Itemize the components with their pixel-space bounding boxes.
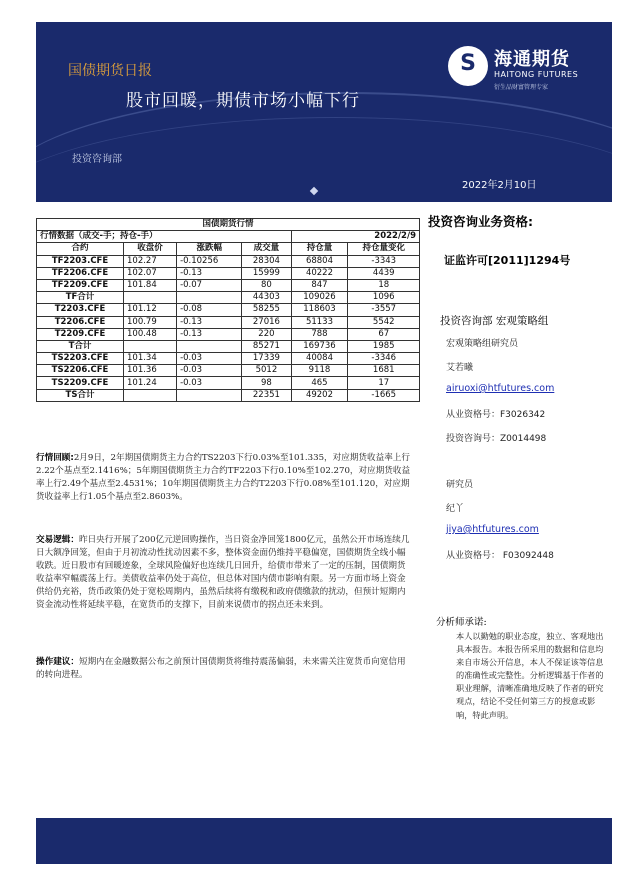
- table-cell: [177, 292, 242, 304]
- column-header: 涨跌幅: [177, 243, 242, 255]
- contract-cell: TS2206.CFE: [37, 365, 124, 377]
- table-row: [37, 340, 420, 352]
- table-row: [37, 377, 420, 389]
- report-category: 国债期货日报: [68, 63, 152, 79]
- table-cell: 28304: [242, 255, 291, 267]
- table-header-row: [37, 243, 420, 255]
- table-row: [37, 365, 420, 377]
- researcher-name: 纪丫: [446, 504, 465, 514]
- company-logo: [448, 42, 608, 98]
- table-cell: 101.84: [124, 279, 177, 291]
- table-cell: -0.03: [177, 353, 242, 365]
- table-cell: 109026: [291, 292, 348, 304]
- table-cell: 101.36: [124, 365, 177, 377]
- table-cell: -0.07: [177, 279, 242, 291]
- table-cell: 847: [291, 279, 348, 291]
- trading-advice-label: 操作建议：: [36, 657, 79, 667]
- analyst-group-role: 宏观策略组研究员: [446, 339, 519, 349]
- table-cell: [177, 340, 242, 352]
- table-cell: 80: [242, 279, 291, 291]
- table-cell: [124, 340, 177, 352]
- trading-advice-paragraph: [36, 656, 412, 682]
- table-cell: 101.12: [124, 304, 177, 316]
- table-cell: 27016: [242, 316, 291, 328]
- table-cell: -0.13: [177, 316, 242, 328]
- analyst-consult-number: 投资咨询号：Z0014498: [446, 434, 547, 444]
- report-department: 投资咨询部: [72, 154, 122, 165]
- table-cell: -0.13: [177, 328, 242, 340]
- researcher-certificate: 从业资格号： F03092448: [446, 551, 554, 561]
- table-row: [37, 389, 420, 401]
- contract-cell: TS2203.CFE: [37, 353, 124, 365]
- market-review-label: 行情回顾:: [36, 453, 74, 463]
- table-row: [37, 304, 420, 316]
- table-cell: 465: [291, 377, 348, 389]
- table-cell: 102.27: [124, 255, 177, 267]
- contract-cell: TS合计: [37, 389, 124, 401]
- trading-logic-label: 交易逻辑：: [36, 535, 79, 545]
- table-row: [37, 316, 420, 328]
- trading-logic-text: 昨日央行开展了200亿元逆回购操作，当日资金净回笼1800亿元，虽然公开市场连续几日大额净回笼，但由于月初流动性扰动因素不多，整体资金面仍维持平稳偏宽，国债期货全线小幅收跌。近日股市有回暖迹象，全球风险偏好也连续几日回升，给债市带来了一定的压制，国债期货收益率窄幅震荡上行。美债收益率仍处于高位，但总体对国内债市影响有限。另一方面市场上资金供给仍充裕，货币政策仍处于宽松周期内，虽然后续将有缴税和政府债缴款的扰动，但预计短期内资金流动性将延续平稳，在宽货币的支撑下，目前来说债市的拐点还未来到。: [36, 535, 410, 610]
- table-cell: 100.48: [124, 328, 177, 340]
- table-cell: [124, 389, 177, 401]
- table-subtitle: 行情数据（成交-手；持仓-手）: [37, 231, 292, 243]
- logo-slogan: 衍生品财富管理专家: [494, 84, 549, 91]
- column-header: 持仓量变化: [348, 243, 420, 255]
- table-cell: 118603: [291, 304, 348, 316]
- contract-cell: T合计: [37, 340, 124, 352]
- trading-logic-paragraph: [36, 534, 412, 611]
- futures-table-container: [36, 218, 420, 402]
- researcher-email-link[interactable]: jiya@htfutures.com: [446, 524, 539, 535]
- table-cell: 17: [348, 377, 420, 389]
- table-row: [37, 353, 420, 365]
- table-cell: 4439: [348, 267, 420, 279]
- table-cell: 40222: [291, 267, 348, 279]
- table-cell: -0.08: [177, 304, 242, 316]
- table-row: [37, 328, 420, 340]
- table-cell: 5012: [242, 365, 291, 377]
- table-cell: [177, 389, 242, 401]
- table-cell: 788: [291, 328, 348, 340]
- contract-cell: TS2209.CFE: [37, 377, 124, 389]
- table-cell: 169736: [291, 340, 348, 352]
- report-title: 股市回暖，期债市场小幅下行: [126, 91, 360, 111]
- table-cell: -3557: [348, 304, 420, 316]
- table-cell: 68804: [291, 255, 348, 267]
- analyst-commitment-text: 本人以勤勉的职业态度，独立、客观地出具本报告。本报告所采用的数据和信息均来自市场公开信息，本人不保证该等信息的准确性或完整性。分析逻辑基于作者的职业理解，清晰准确地反映了作者的研究观点，结论不受任何第三方的授意或影响，特此声明。: [456, 631, 604, 720]
- contract-cell: T2209.CFE: [37, 328, 124, 340]
- table-date: 2022/2/9: [291, 231, 420, 243]
- table-row: [37, 292, 420, 304]
- table-cell: 1681: [348, 365, 420, 377]
- table-cell: 44303: [242, 292, 291, 304]
- table-cell: 49202: [291, 389, 348, 401]
- table-cell: 22351: [242, 389, 291, 401]
- logo-emblem-icon: S: [448, 46, 488, 86]
- table-cell: 98: [242, 377, 291, 389]
- table-cell: 9118: [291, 365, 348, 377]
- table-cell: 1096: [348, 292, 420, 304]
- table-cell: 102.07: [124, 267, 177, 279]
- table-cell: 40084: [291, 353, 348, 365]
- contract-cell: T2206.CFE: [37, 316, 124, 328]
- futures-market-table: [36, 218, 420, 402]
- analyst-name: 艾若曦: [446, 363, 474, 373]
- table-cell: 101.34: [124, 353, 177, 365]
- footer-bar: [36, 818, 612, 864]
- contract-cell: TF2203.CFE: [37, 255, 124, 267]
- table-cell: -3346: [348, 353, 420, 365]
- column-header: 持仓量: [291, 243, 348, 255]
- contract-cell: TF合计: [37, 292, 124, 304]
- table-row: [37, 279, 420, 291]
- table-cell: 101.24: [124, 377, 177, 389]
- qualification-title: 投资咨询业务资格:: [428, 214, 533, 229]
- table-cell: 220: [242, 328, 291, 340]
- column-header: 收盘价: [124, 243, 177, 255]
- analyst-certificate: 从业资格号：F3026342: [446, 410, 546, 420]
- table-title-row: [37, 219, 420, 231]
- report-date: 2022年2月10日: [462, 180, 537, 191]
- column-header: 合约: [37, 243, 124, 255]
- market-review-paragraph: [36, 452, 412, 504]
- contract-cell: TF2206.CFE: [37, 267, 124, 279]
- researcher-role: 研究员: [446, 480, 474, 490]
- table-cell: 51133: [291, 316, 348, 328]
- table-cell: -0.13: [177, 267, 242, 279]
- contract-cell: T2203.CFE: [37, 304, 124, 316]
- logo-english-name: HAITONG FUTURES: [494, 70, 579, 79]
- table-cell: 100.79: [124, 316, 177, 328]
- table-cell: 5542: [348, 316, 420, 328]
- analyst-email-link[interactable]: airuoxi@htfutures.com: [446, 383, 555, 394]
- trading-advice-text: 短期内在金融数据公布之前预计国债期货将维持震荡偏弱，未来需关注宽货币向宽信用的转向进程。: [36, 657, 406, 680]
- table-title: 国债期货行情: [37, 219, 420, 231]
- column-header: 成交量: [242, 243, 291, 255]
- sidebar-department: 投资咨询部 宏观策略组: [440, 315, 549, 327]
- table-cell: [124, 292, 177, 304]
- table-cell: 18: [348, 279, 420, 291]
- logo-chinese-name: 海通期货: [494, 49, 570, 70]
- table-cell: 67: [348, 328, 420, 340]
- license-number: 证监许可[2011]1294号: [444, 254, 571, 267]
- table-row: [37, 267, 420, 279]
- table-cell: 17339: [242, 353, 291, 365]
- table-cell: -1665: [348, 389, 420, 401]
- market-review-text: 2月9日，2年期国债期货主力合约TS2203下行0.03%至101.335，对应期货收益率上行2.22个基点至2.1416%；5年期国债期货主力合约TF2203下行0.10%至102.270，对应期货收益率上行2.49个基点至2.4531%；10年期国债期货主力合约T2203下行0.08%至101.120，对应期货收益率上行1.05个基点至2.8603%。: [36, 453, 411, 502]
- contract-cell: TF2209.CFE: [37, 279, 124, 291]
- table-subtitle-row: [37, 231, 420, 243]
- table-cell: -0.10256: [177, 255, 242, 267]
- table-cell: 15999: [242, 267, 291, 279]
- header-banner: [36, 22, 612, 202]
- table-cell: 58255: [242, 304, 291, 316]
- table-cell: -3343: [348, 255, 420, 267]
- table-cell: 1985: [348, 340, 420, 352]
- table-row: [37, 255, 420, 267]
- table-cell: -0.03: [177, 377, 242, 389]
- table-cell: 85271: [242, 340, 291, 352]
- table-cell: -0.03: [177, 365, 242, 377]
- analyst-commitment-title: 分析师承诺:: [436, 617, 487, 628]
